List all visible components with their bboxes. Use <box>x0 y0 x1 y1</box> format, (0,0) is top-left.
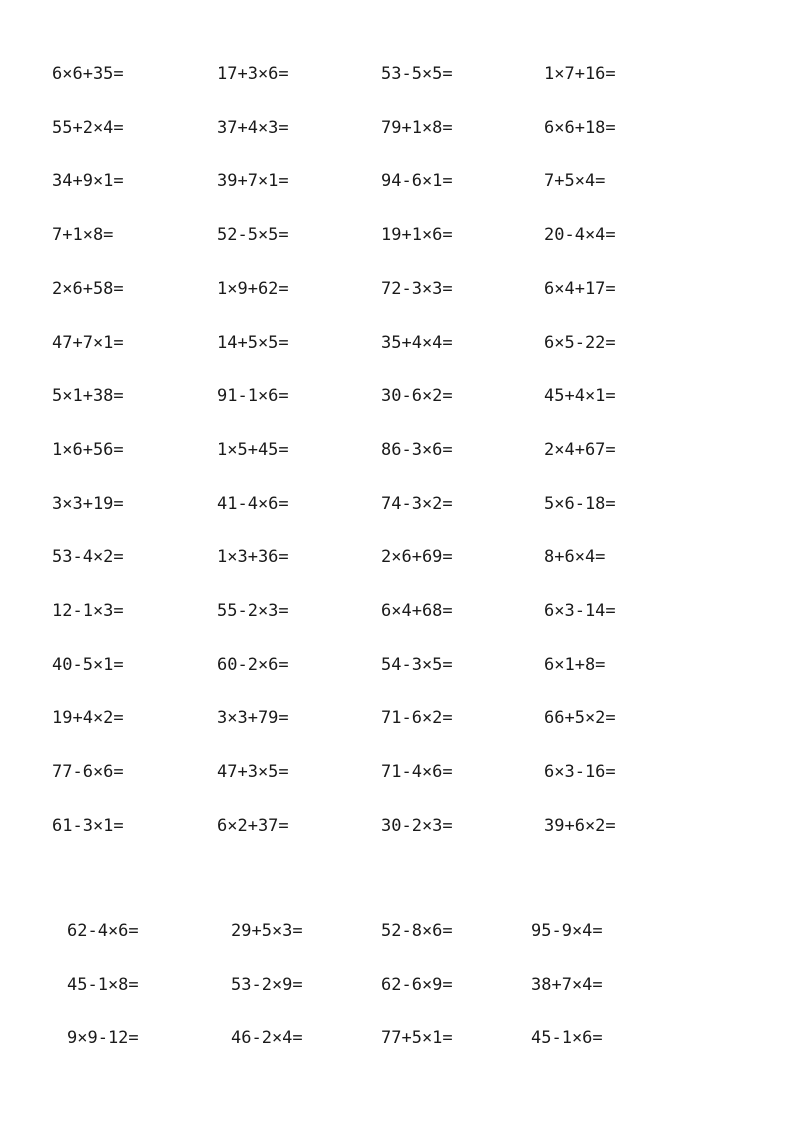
math-problem: 47+3×5= <box>217 762 289 783</box>
math-problem: 7+1×8= <box>52 225 114 246</box>
math-problem: 71-6×2= <box>381 708 453 729</box>
math-problem: 14+5×5= <box>217 332 289 353</box>
math-problem: 6×3-16= <box>544 762 616 783</box>
math-problem: 71-4×6= <box>381 762 453 783</box>
math-problem: 19+1×6= <box>381 225 453 246</box>
math-problem: 35+4×4= <box>381 332 453 353</box>
math-problem: 34+9×1= <box>52 171 124 192</box>
math-problem: 38+7×4= <box>531 974 603 995</box>
math-problem: 30-6×2= <box>381 386 453 407</box>
math-problem: 12-1×3= <box>52 601 124 621</box>
math-problem: 6×2+37= <box>217 815 289 836</box>
math-problem: 29+5×3= <box>231 921 303 941</box>
math-problem: 53-5×5= <box>381 64 453 84</box>
math-problem: 86-3×6= <box>381 439 453 460</box>
math-problem: 45+4×1= <box>544 386 616 407</box>
math-problem: 60-2×6= <box>217 654 289 675</box>
math-problem: 6×3-14= <box>544 601 616 621</box>
math-problem: 94-6×1= <box>381 171 453 192</box>
math-problem: 62-6×9= <box>381 974 453 995</box>
math-problem: 91-1×6= <box>217 386 289 407</box>
math-problem: 5×1+38= <box>52 386 124 407</box>
math-problem: 19+4×2= <box>52 708 124 729</box>
math-problem: 20-4×4= <box>544 225 616 246</box>
math-problem: 1×7+16= <box>544 64 616 84</box>
math-problem: 6×4+17= <box>544 278 616 299</box>
math-problem: 2×6+69= <box>381 547 453 568</box>
math-problem: 39+7×1= <box>217 171 289 192</box>
math-problem: 77-6×6= <box>52 762 124 783</box>
math-problem: 41-4×6= <box>217 493 289 514</box>
math-problem: 53-4×2= <box>52 547 124 568</box>
math-problem: 6×1+8= <box>544 654 606 675</box>
math-problem: 55-2×3= <box>217 601 289 621</box>
math-problem: 52-8×6= <box>381 921 453 941</box>
math-problem: 30-2×3= <box>381 815 453 836</box>
math-problem: 39+6×2= <box>544 815 616 836</box>
math-problem: 45-1×8= <box>67 974 139 995</box>
math-problem: 61-3×1= <box>52 815 124 836</box>
math-problem: 3×3+79= <box>217 708 289 729</box>
math-problem: 6×6+35= <box>52 64 124 84</box>
math-problem: 2×6+58= <box>52 278 124 299</box>
math-problem: 7+5×4= <box>544 171 606 192</box>
math-problem: 1×9+62= <box>217 278 289 299</box>
math-problem: 74-3×2= <box>381 493 453 514</box>
math-problem: 3×3+19= <box>52 493 124 514</box>
math-problem: 40-5×1= <box>52 654 124 675</box>
math-problem: 1×3+36= <box>217 547 289 568</box>
math-problem: 9×9-12= <box>67 1028 139 1049</box>
math-problem: 54-3×5= <box>381 654 453 675</box>
math-problem: 53-2×9= <box>231 974 303 995</box>
math-problem: 52-5×5= <box>217 225 289 246</box>
math-problem: 66+5×2= <box>544 708 616 729</box>
math-problem: 77+5×1= <box>381 1028 453 1049</box>
math-problem: 62-4×6= <box>67 921 139 941</box>
math-problem: 1×5+45= <box>217 439 289 460</box>
math-problem: 17+3×6= <box>217 64 289 84</box>
math-problem: 8+6×4= <box>544 547 606 568</box>
math-problem: 45-1×6= <box>531 1028 603 1049</box>
math-problem: 95-9×4= <box>531 921 603 941</box>
math-problem: 5×6-18= <box>544 493 616 514</box>
math-problem: 47+7×1= <box>52 332 124 353</box>
math-problem: 79+1×8= <box>381 117 453 138</box>
math-problem: 6×4+68= <box>381 601 453 621</box>
math-problem: 37+4×3= <box>217 117 289 138</box>
math-problem: 6×5-22= <box>544 332 616 353</box>
math-problem: 72-3×3= <box>381 278 453 299</box>
math-problem: 1×6+56= <box>52 439 124 460</box>
math-problem: 46-2×4= <box>231 1028 303 1049</box>
math-problem: 6×6+18= <box>544 117 616 138</box>
math-problem: 2×4+67= <box>544 439 616 460</box>
math-problem: 55+2×4= <box>52 117 124 138</box>
